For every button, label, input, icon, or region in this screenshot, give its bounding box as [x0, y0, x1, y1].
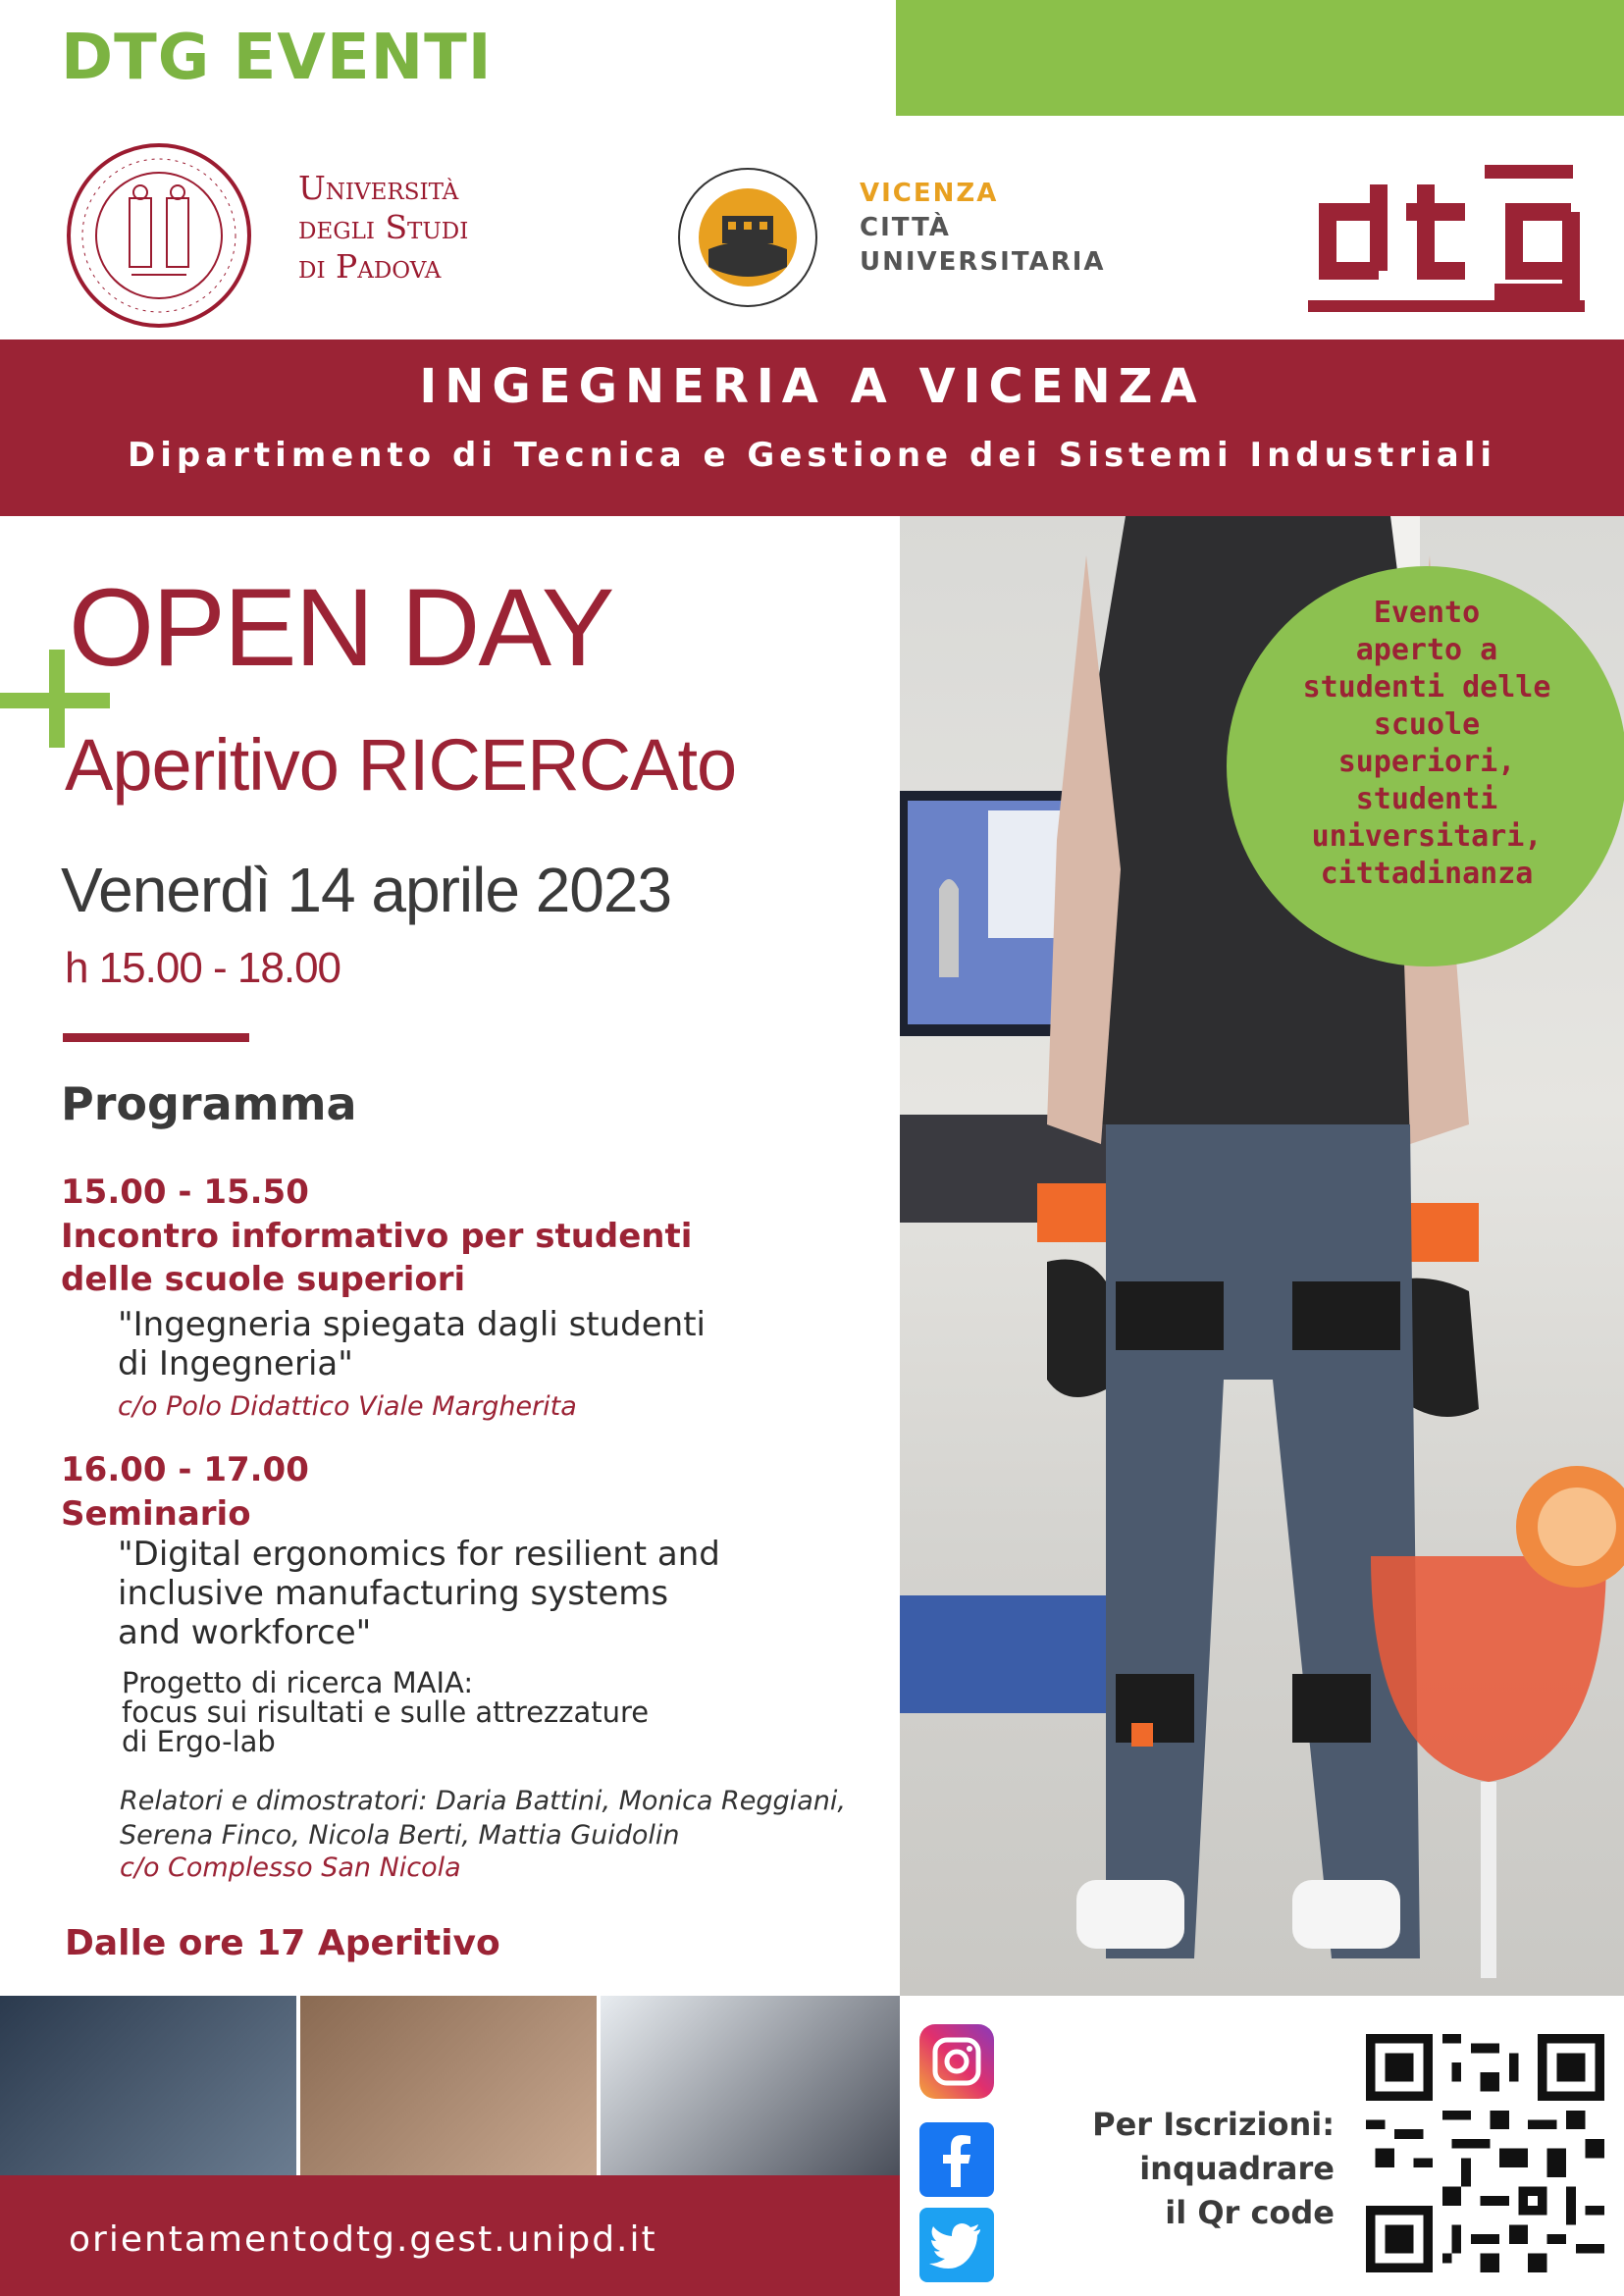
event-title: OPEN DAY [69, 566, 613, 689]
slot-2-title: Seminario [61, 1494, 251, 1534]
university-line-2: degli Studi [298, 208, 469, 246]
slot-1-quote-line: di Ingegneria" [118, 1344, 353, 1383]
slot-1-title-line: Incontro informativo per studenti [61, 1217, 693, 1256]
aperitivo-time: Dalle ore 17 Aperitivo [65, 1923, 500, 1963]
bottom-image-strip [0, 1996, 900, 2175]
university-seal-logo [61, 137, 257, 334]
divider [63, 1033, 249, 1042]
slot-2-time: 16.00 - 17.00 [61, 1450, 309, 1489]
qr-code[interactable] [1366, 2034, 1604, 2272]
slot-2-speakers [120, 1784, 846, 1852]
university-name [298, 169, 468, 287]
slot-2-project-line: focus sui risultati e sulle attrezzature [122, 1696, 650, 1729]
vicenza-line-2: CITTÀ [860, 213, 951, 242]
audience-line: Evento [1373, 596, 1481, 630]
registration-line: il Qr code [1165, 2194, 1335, 2231]
slot-2-speakers-line: Relatori e dimostratori: Daria Battini, Monica Reggiani, [120, 1786, 846, 1816]
audience-line: universitari, [1311, 819, 1543, 854]
university-line-1: Università [298, 169, 459, 207]
audience-line: studenti [1355, 782, 1498, 816]
instagram-icon[interactable] [919, 2024, 994, 2099]
slot-2-speakers-line: Serena Finco, Nicola Berti, Mattia Guidolin [120, 1820, 680, 1851]
slot-1-time: 15.00 - 15.50 [61, 1173, 309, 1212]
slot-2-project-line: Progetto di ricerca MAIA: [122, 1666, 474, 1699]
website-link[interactable]: orientamentodtg.gest.unipd.it [69, 2219, 657, 2260]
strip-image-engine [0, 1996, 296, 2175]
audience-text [1227, 595, 1624, 893]
event-time: h 15.00 - 18.00 [65, 944, 341, 992]
slot-2-venue: c/o Complesso San Nicola [120, 1852, 461, 1883]
registration-note [1089, 2103, 1335, 2235]
band-subtitle: Dipartimento di Tecnica e Gestione dei Sistemi Industriali [127, 436, 1497, 475]
slot-1-venue: c/o Polo Didattico Viale Margherita [118, 1391, 577, 1422]
slot-2-project [122, 1668, 649, 1756]
program-heading: Programma [61, 1077, 357, 1130]
brand-title: DTG EVENTI [61, 22, 493, 94]
strip-image-business [601, 1996, 900, 2175]
dtg-logo [1308, 145, 1585, 314]
slot-1-quote-line: "Ingegneria spiegata dagli studenti [118, 1305, 707, 1344]
slot-2-quote-line: and workforce" [118, 1613, 372, 1652]
slot-2-quote [118, 1535, 720, 1652]
vicenza-citta-universitaria [860, 177, 1106, 280]
university-line-3: di Padova [298, 247, 442, 286]
slot-2-quote-line: "Digital ergonomics for resilient and [118, 1535, 720, 1574]
audience-line: cittadinanza [1320, 857, 1534, 891]
header-green-bar [896, 0, 1624, 116]
band-title: INGEGNERIA A VICENZA [419, 359, 1205, 414]
audience-line: studenti delle [1302, 670, 1551, 704]
slot-2-project-line: di Ergo-lab [122, 1725, 276, 1758]
audience-line: superiori, [1337, 745, 1516, 779]
audience-line: aperto a [1355, 633, 1498, 667]
slot-1-quote [118, 1305, 706, 1383]
event-date: Venerdì 14 aprile 2023 [61, 855, 672, 925]
slot-1-title [61, 1215, 692, 1301]
facebook-icon[interactable] [919, 2122, 994, 2197]
vicenza-line-3: UNIVERSITARIA [860, 247, 1106, 277]
slot-2-quote-line: inclusive manufacturing systems [118, 1574, 669, 1613]
audience-line: scuole [1373, 707, 1481, 742]
vicenza-line-1: VICENZA [860, 179, 999, 208]
slot-1-title-line: delle scuole superiori [61, 1260, 466, 1299]
event-subtitle: Aperitivo RICERCAto [65, 724, 737, 806]
registration-line: Per Iscrizioni: [1092, 2106, 1335, 2143]
strip-image-tablet [300, 1996, 597, 2175]
registration-line: inquadrare [1139, 2150, 1335, 2187]
twitter-icon[interactable] [919, 2208, 994, 2282]
vicenza-seal-logo [675, 165, 820, 310]
